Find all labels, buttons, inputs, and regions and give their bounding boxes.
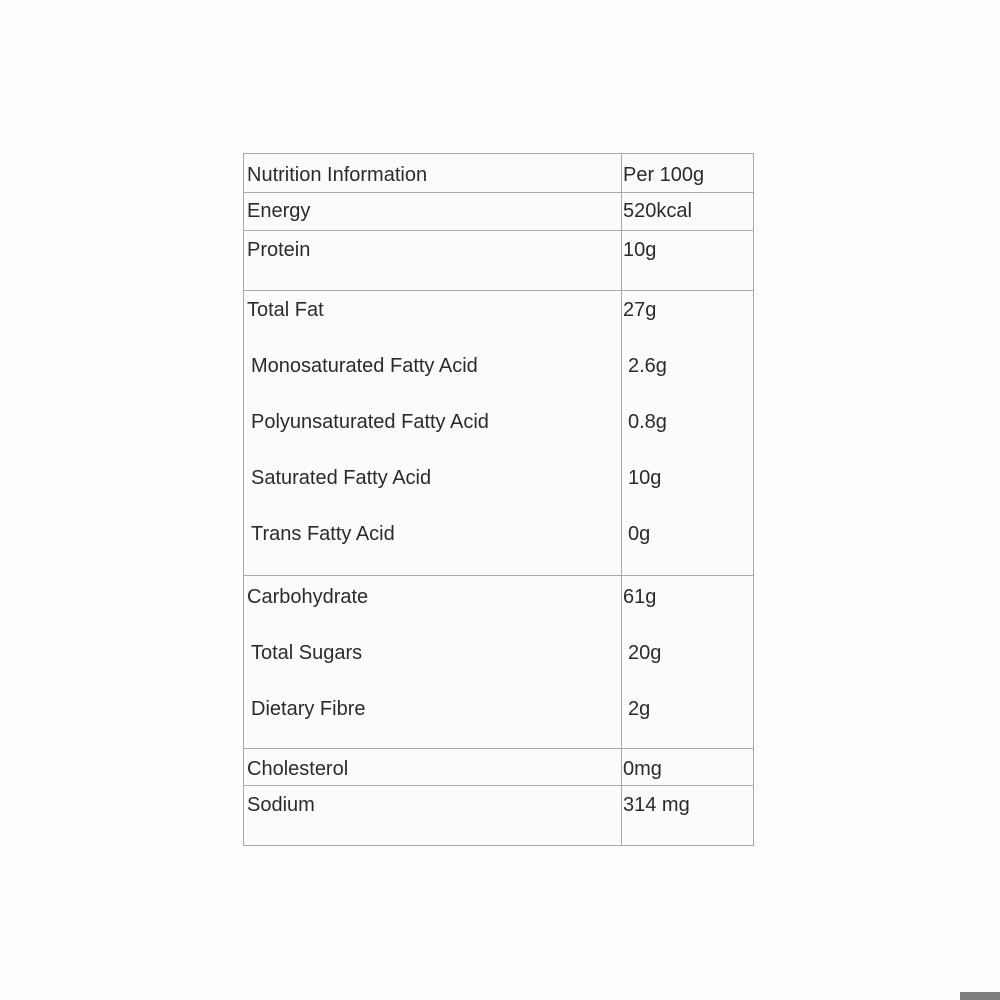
total-fat-value: 27g	[623, 299, 657, 321]
header-label: Nutrition Information	[247, 164, 428, 186]
cholesterol-value: 0mg	[623, 758, 662, 780]
energy-row	[244, 192, 753, 230]
sodium-value: 314 mg	[623, 794, 690, 816]
sat-fat-label: Saturated Fatty Acid	[251, 467, 432, 489]
sodium-label: Sodium	[247, 794, 315, 816]
mono-fat-value: 2.6g	[628, 355, 667, 377]
table-row	[244, 792, 753, 818]
table-row	[244, 353, 753, 379]
energy-label: Energy	[247, 200, 311, 222]
protein-value: 10g	[623, 239, 657, 261]
table-row	[244, 409, 753, 435]
poly-fat-label: Polyunsaturated Fatty Acid	[251, 411, 489, 433]
mono-fat-label: Monosaturated Fatty Acid	[251, 355, 478, 377]
table-row	[244, 198, 753, 224]
trans-fat-label: Trans Fatty Acid	[251, 523, 395, 545]
carbohydrate-group	[244, 575, 753, 748]
table-row	[244, 640, 753, 666]
table-row	[244, 297, 753, 323]
sodium-row	[244, 785, 753, 845]
table-row	[244, 465, 753, 491]
cholesterol-row	[244, 748, 753, 785]
table-row	[244, 521, 753, 547]
energy-value: 520kcal	[623, 200, 692, 222]
protein-label: Protein	[247, 239, 311, 261]
total-fat-label: Total Fat	[247, 299, 324, 321]
table-row	[244, 237, 753, 263]
dietary-fibre-value: 2g	[628, 698, 651, 720]
fat-group	[244, 290, 753, 575]
protein-row	[244, 230, 753, 290]
table-header-row	[244, 154, 753, 192]
header-value: Per 100g	[623, 164, 705, 186]
table-row	[244, 584, 753, 610]
nutrition-table	[243, 153, 754, 846]
trans-fat-value: 0g	[628, 523, 651, 545]
total-sugars-value: 20g	[628, 642, 662, 664]
carbohydrate-label: Carbohydrate	[247, 586, 369, 608]
table-row	[244, 696, 753, 722]
sat-fat-value: 10g	[628, 467, 662, 489]
total-sugars-label: Total Sugars	[251, 642, 363, 664]
cholesterol-label: Cholesterol	[247, 758, 349, 780]
carbohydrate-value: 61g	[623, 586, 657, 608]
dietary-fibre-label: Dietary Fibre	[251, 698, 366, 720]
table-row	[244, 162, 753, 188]
poly-fat-value: 0.8g	[628, 411, 667, 433]
table-row	[244, 756, 753, 782]
corner-scrollbar-fragment	[960, 992, 1000, 1000]
